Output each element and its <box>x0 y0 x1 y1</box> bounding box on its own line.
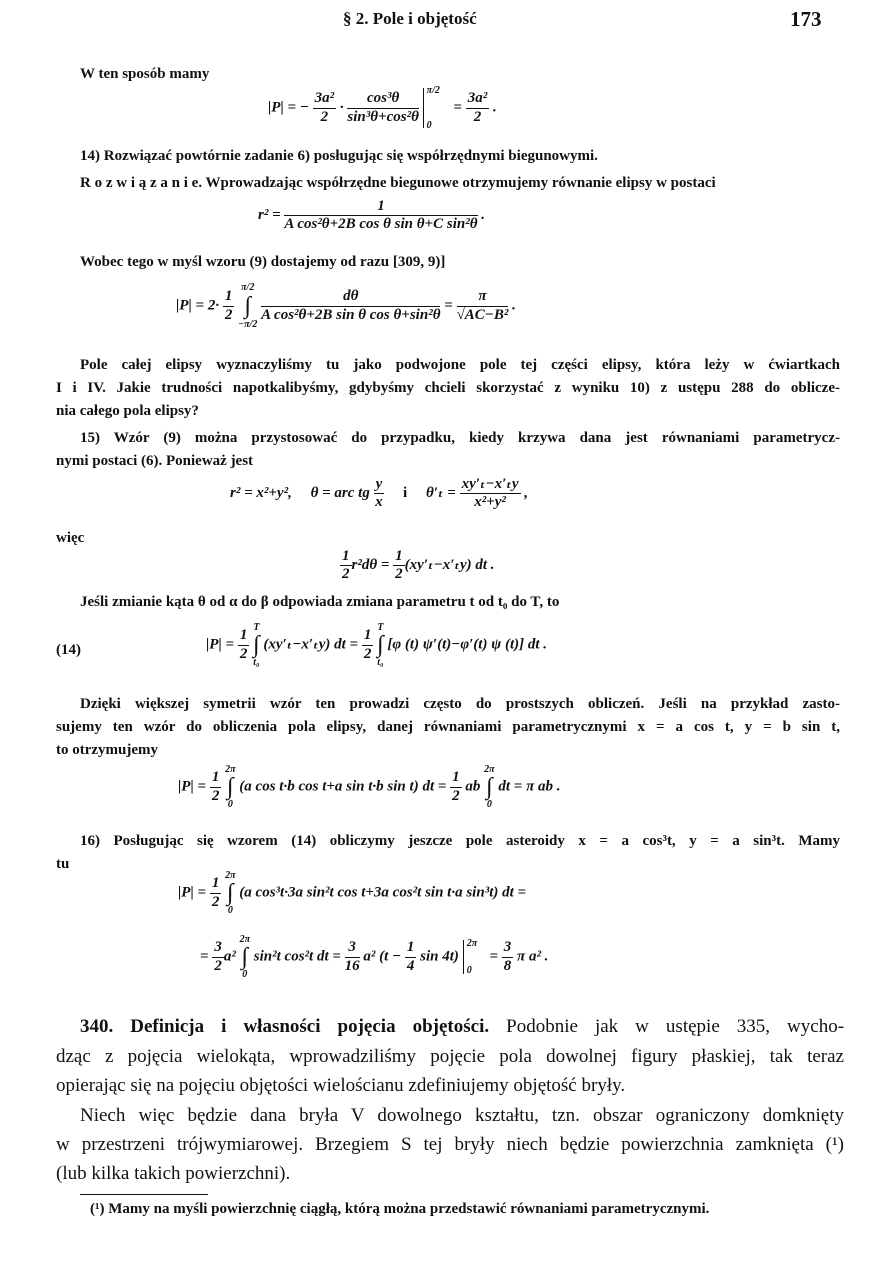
equation-2: r² = $\frac{1}{\text{A cos²θ+2B cos θ sin θ+C sin²θ}}$ . <box>258 198 485 233</box>
equation-3: |P| = 2· $\frac{1}{2}$ π/2 ∫ −π/2 $\frac{d\theta}{\text{A cos²θ+2B sin θ cos θ+sin²θ}}$ = $\frac{\pi}{\text{√AC−B²}}$ . <box>176 282 516 330</box>
text-line: tu <box>56 856 70 872</box>
text-line: (lub kilka takich powierzchni). <box>56 1163 291 1184</box>
text-line: 16) Posługując się wzorem (14) obliczymy jeszcze pole asteroidy x = a cos³t, y = a sin³t. Mamy <box>80 833 840 849</box>
text-line: w przestrzeni trójwymiarowej. Brzegiem S tej bryły niech będzie powierzchnia zamknięta (¹) <box>56 1134 844 1155</box>
text-line: Jeśli zmianie kąta θ od α do β odpowiada zmiana parametru t od t₀ do T, to <box>80 594 560 610</box>
footnote: (¹) Mamy na myśli powierzchnię ciągłą, którą można przedstawić równaniami parametrycznymi. <box>90 1201 710 1217</box>
text-line: R o z w i ą z a n i e. Wprowadzając współrzędne biegunowe otrzymujemy równanie elipsy w postaci <box>80 175 716 191</box>
text-line: nia całego pola elipsy? <box>56 403 199 419</box>
text-line: Dzięki większej symetrii wzór ten prowadzi często do prostszych obliczeń. Jeśli na przykład zasto- <box>80 696 840 712</box>
equation-1: |P| = − $\frac{\text{3a²}}{2}$ · $\frac{\text{cos³θ}}{\text{sin³θ+cos²θ}}$ π/2 0 = $\frac{\text{3a²}}{2}$ . <box>268 85 497 131</box>
footnote-rule <box>80 1194 208 1195</box>
page-number: 173 <box>790 7 822 31</box>
equation-5: $\frac{1}{2}$ r²dθ = $\frac{1}{2}$ (xy′ₜ−x′ₜy) dt . <box>342 548 495 583</box>
text-line: Wobec tego w myśl wzoru (9) dostajemy od razu [309, 9)] <box>80 254 446 270</box>
section-340-first-line: 340. Definicja i własności pojęcia objętości. Podobnie jak w ustępie 335, wycho- <box>80 1016 845 1037</box>
text-line: Niech więc będzie dana bryła V dowolnego kształtu, tzn. obszar ograniczony domknięty <box>80 1105 844 1126</box>
text-line: 14) Rozwiązać powtórnie zadanie 6) posługując się współrzędnymi biegunowymi. <box>80 148 598 164</box>
equation-9: = $\frac{3}{2}$ a² 2π ∫ 0 sin²t cos²t dt = $\frac{3}{16}$ a² (t − $\frac{1}{4}$ sin 4t) 2π 0 = $\frac{3}{8}$ π a² . <box>200 934 549 980</box>
text-line: więc <box>56 530 85 546</box>
text-line: W ten sposób mamy <box>80 66 210 82</box>
text-line: 15) Wzór (9) można przystosować do przypadku, kiedy krzywa dana jest równaniami parametrycz- <box>80 430 840 446</box>
text-line: I i IV. Jakie trudności napotkalibyśmy, gdybyśmy chcieli skorzystać z wyniku 10) z ustępu 288 do oblicze- <box>56 380 840 396</box>
equation-8: |P| = $\frac{1}{2}$ 2π ∫ 0 (a cos³t·3a sin²t cos t+3a cos²t sin t·a sin³t) dt = <box>178 870 527 916</box>
text-line: nymi postaci (6). Ponieważ jest <box>56 453 254 469</box>
equation-7: |P| = $\frac{1}{2}$ 2π ∫ 0 (a cos t·b cos t+a sin t·b sin t) dt = $\frac{1}{2}$ ab 2π ∫ 0 dt = π ab . <box>178 764 561 810</box>
section-heading: 340. Definicja i własności pojęcia objętości. <box>80 1016 490 1037</box>
text-line: sujemy ten wzór do obliczenia pola elipsy, danej równaniami parametrycznymi x = a cos t, y = b sin t, <box>56 719 840 735</box>
text-line: Pole całej elipsy wyznaczyliśmy tu jako podwojone pole tej części elipsy, która leży w ćwiartkach <box>80 357 840 373</box>
running-title: § 2. Pole i objętość <box>343 9 477 28</box>
equation-6: |P| = $\frac{1}{2}$ T ∫ t₀ (xy′ₜ−x′ₜy) dt = $\frac{1}{2}$ T ∫ t₀ [φ (t) ψ′(t)−φ′(t) ψ (t)] dt . <box>206 622 548 668</box>
equation-4: r² = x²+y², θ = arc tg $\frac{y}{x}$ i θ′ₜ = $\frac{\text{xy′ₜ−x′ₜy}}{\text{x²+y²}}$ , <box>230 476 529 511</box>
text-line: opierając się na pojęciu objętości wielościanu zdefiniujemy objętość bryły. <box>56 1075 626 1096</box>
text-line: to otrzymujemy <box>56 742 159 758</box>
equation-number: (14) <box>56 642 81 658</box>
text-line: dząc z pojęcia wielokąta, wprowadziliśmy pojęcie pola dowolnej figury płaskiej, tak teraz <box>56 1046 844 1067</box>
